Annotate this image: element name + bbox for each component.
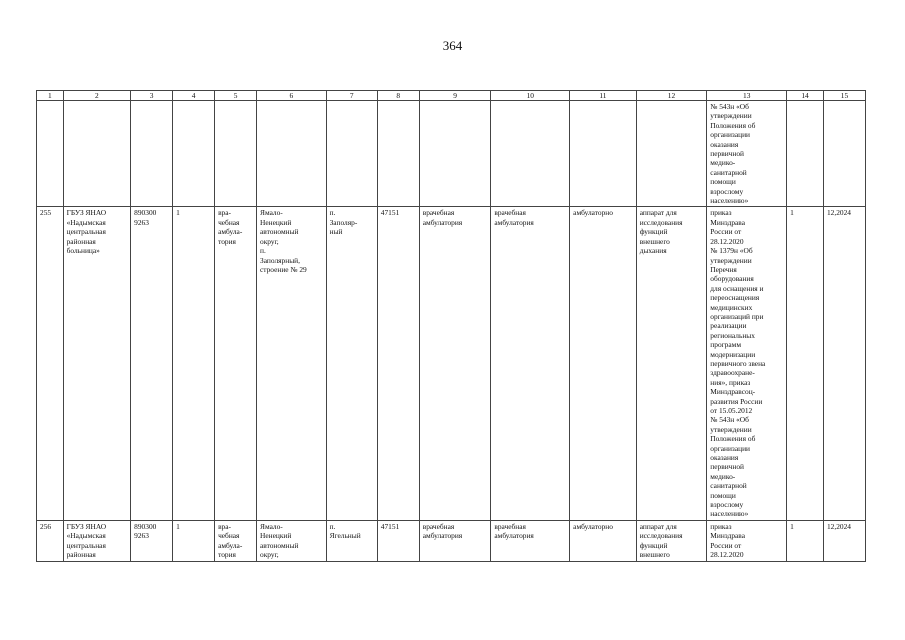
legal-basis-cell: [707, 207, 787, 520]
quantity-cell: 1: [787, 207, 824, 520]
cell-line: 9263: [134, 531, 149, 541]
cell-line: амбула-: [218, 540, 243, 550]
cell-line: населению»: [710, 509, 749, 519]
cell-line: для оснащения и: [710, 283, 764, 293]
cell-line: исследования: [639, 217, 683, 227]
cell-line: «Надымская: [66, 217, 106, 227]
col-header: 6: [257, 91, 327, 101]
cell-line: Ненецкий: [260, 531, 292, 541]
cell-line: ный: [329, 227, 343, 237]
settlement: [326, 207, 377, 520]
cell-line: Заполярный,: [260, 255, 300, 265]
cell-line: региональных: [710, 330, 755, 340]
deadline-cell: 12,2024: [823, 520, 865, 561]
care-conditions: амбулаторно: [570, 520, 637, 561]
cell-line: автономный: [260, 540, 299, 550]
col-header: 3: [131, 91, 173, 101]
department: [491, 207, 570, 520]
cell-line: амбулатория: [422, 217, 463, 227]
cell-line: районная: [66, 236, 96, 246]
cell-line: Минздравсоц-: [710, 387, 756, 397]
cell-line: п.: [329, 208, 336, 218]
cell-line: населению»: [710, 196, 749, 206]
cell-line: организации: [710, 130, 750, 140]
cell-line: районная: [66, 550, 96, 560]
cell-line: врачебная: [422, 521, 455, 531]
col-header: 9: [419, 91, 491, 101]
col-header: 13: [707, 91, 787, 101]
cell-line: ГБУЗ ЯНАО: [66, 208, 107, 218]
col-header: 7: [326, 91, 377, 101]
cell-line: функций: [639, 540, 668, 550]
legal-basis-cell: [707, 101, 787, 207]
unit-type: [215, 520, 257, 561]
cell-line: оказания: [710, 139, 739, 149]
cell-line: первичной: [710, 462, 744, 472]
continuation-row: [37, 101, 866, 207]
cell-line: организаций при: [710, 311, 764, 321]
department: [491, 520, 570, 561]
cell-line: 28.12.2020: [710, 550, 744, 560]
cell-line: Перечня: [710, 264, 737, 274]
cell-line: ния», приказ: [710, 377, 751, 387]
cell-line: санитарной: [710, 167, 747, 177]
col-header: 10: [491, 91, 570, 101]
col-header: 14: [787, 91, 824, 101]
cell-line: Минздрава: [710, 217, 745, 227]
settlement: [326, 520, 377, 561]
care-conditions: амбулаторно: [570, 207, 637, 520]
cell-line: первичной: [710, 149, 744, 159]
quantity-cell: 1: [787, 520, 824, 561]
cell-line: округ,: [260, 236, 279, 246]
cell-line: аппарат для: [639, 521, 677, 531]
col-header: 2: [63, 91, 131, 101]
inn-code: [131, 520, 173, 561]
cell-line: здравоохране-: [710, 368, 755, 378]
count-cell: 1: [173, 520, 215, 561]
cell-line: от 15.05.2012: [710, 406, 753, 415]
cell-line: первичного звена: [710, 358, 766, 368]
cell-line: тория: [218, 236, 236, 246]
facility-type: [419, 520, 491, 561]
cell-line: вра-: [218, 208, 231, 218]
cell-line: модернизации: [710, 349, 756, 359]
legal-basis-cell: [707, 520, 787, 561]
address: [257, 207, 327, 520]
cell-line: приказ: [710, 208, 732, 218]
cell-line: оборудования: [710, 274, 754, 284]
cell-line: врачебная: [494, 208, 526, 218]
cell-line: исследования: [639, 531, 683, 541]
cell-line: чебная: [218, 217, 240, 227]
cell-line: утверждении: [710, 255, 752, 265]
facility-type: [419, 207, 491, 520]
table-row: [37, 520, 866, 561]
cell-line: п.: [260, 246, 266, 256]
cell-line: Положения об: [710, 434, 756, 444]
cell-line: 890300: [134, 208, 157, 218]
col-header: 1: [37, 91, 64, 101]
col-header: 4: [173, 91, 215, 101]
cell-line: Ямало-: [260, 208, 283, 218]
oktmo-code: 47151: [377, 207, 419, 520]
cell-line: аппарат для: [639, 208, 677, 218]
cell-line: взрослому: [710, 186, 744, 196]
organization-name: [63, 520, 131, 561]
cell-line: санитарной: [710, 481, 747, 491]
cell-line: внешнего: [639, 236, 670, 246]
cell-line: Положения об: [710, 120, 756, 130]
cell-line: тория: [218, 550, 236, 560]
cell-line: автономный: [260, 227, 299, 237]
cell-line: помощи: [710, 490, 736, 500]
cell-line: медико-: [710, 158, 736, 168]
cell-line: Ямало-: [260, 521, 283, 531]
cell-line: медицинских: [710, 302, 753, 312]
cell-line: строение № 29: [260, 264, 307, 274]
cell-line: помощи: [710, 177, 736, 187]
cell-line: взрослому: [710, 500, 744, 510]
cell-line: п.: [329, 521, 336, 531]
col-header: 15: [823, 91, 865, 101]
deadline-cell: 12,2024: [823, 207, 865, 520]
row-number: 255: [37, 207, 64, 520]
cell-line: «Надымская: [66, 531, 106, 541]
cell-line: центральная: [66, 540, 106, 550]
cell-line: Ягельный: [329, 531, 361, 541]
cell-line: приказ: [710, 521, 732, 531]
organization-name: [63, 207, 131, 520]
cell-line: врачебная: [422, 208, 455, 218]
cell-line: функций: [639, 227, 668, 237]
cell-line: программ: [710, 340, 742, 350]
cell-line: 890300: [134, 521, 157, 531]
cell-line: переоснащения: [710, 293, 760, 303]
cell-line: Ненецкий: [260, 217, 292, 227]
cell-line: округ,: [260, 550, 279, 560]
oktmo-code: 47151: [377, 520, 419, 561]
table-row: [37, 207, 866, 520]
cell-line: врачебная: [494, 521, 526, 531]
cell-line: России от: [710, 540, 742, 550]
cell-line: ГБУЗ ЯНАО: [66, 521, 107, 531]
cell-line: внешнего: [639, 550, 670, 560]
cell-line: дыхания: [639, 246, 667, 256]
address: [257, 520, 327, 561]
cell-line: вра-: [218, 521, 231, 531]
cell-line: больница»: [66, 246, 100, 256]
cell-line: утверждении: [710, 111, 752, 121]
unit-type: [215, 207, 257, 520]
cell-line: утверждении: [710, 424, 752, 434]
cell-line: амбула-: [218, 227, 243, 237]
col-header: 11: [570, 91, 637, 101]
col-header: 5: [215, 91, 257, 101]
equipment-name: [636, 207, 707, 520]
page-number: 364: [442, 38, 463, 53]
equipment-name: [636, 520, 707, 561]
cell-line: развития России: [710, 396, 763, 406]
cell-line: амбулатория: [494, 531, 534, 541]
cell-line: амбулатория: [422, 531, 463, 541]
cell-line: № 543н «Об: [710, 415, 749, 425]
col-header: 12: [636, 91, 707, 101]
cell-line: центральная: [66, 227, 106, 237]
cell-line: медико-: [710, 471, 736, 481]
inn-code: [131, 207, 173, 520]
cell-line: оказания: [710, 453, 739, 463]
cell-line: № 543н «Об: [710, 102, 749, 111]
cell-line: организации: [710, 443, 750, 453]
cell-line: 9263: [134, 217, 149, 227]
cell-line: № 1379н «Об: [710, 246, 753, 256]
cell-line: амбулатория: [494, 217, 534, 227]
cell-line: Минздрава: [710, 531, 745, 541]
row-number: 256: [37, 520, 64, 561]
cell-line: чебная: [218, 531, 240, 541]
cell-line: 28.12.2020: [710, 236, 744, 246]
cell-line: Заполяр-: [329, 217, 358, 227]
register-table: [36, 90, 866, 562]
cell-line: России от: [710, 227, 742, 237]
col-header: 8: [377, 91, 419, 101]
column-number-row: [37, 91, 866, 101]
cell-line: реализации: [710, 321, 747, 331]
count-cell: 1: [173, 207, 215, 520]
